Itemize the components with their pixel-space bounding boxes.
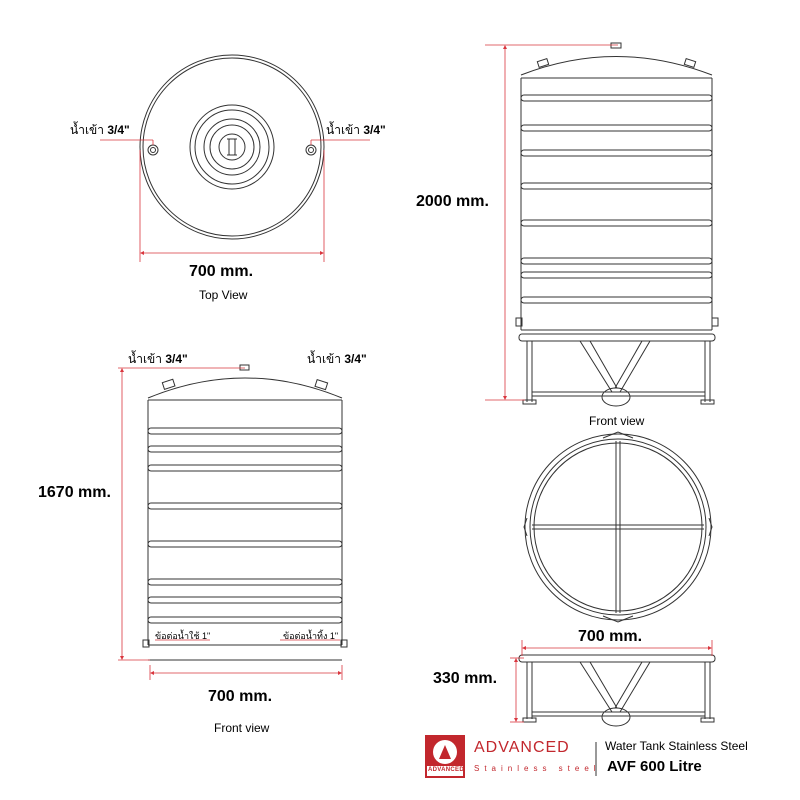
front-view-right-drawing bbox=[516, 43, 718, 406]
front-view-right-dimension-lines bbox=[485, 45, 618, 400]
stand-front-view-drawing bbox=[519, 655, 715, 726]
front-view-left-width-label: 700 mm. bbox=[208, 688, 273, 705]
stand-height-label: 330 mm. bbox=[433, 670, 498, 687]
front-view-inlet-left-label bbox=[128, 350, 188, 369]
top-view-drawing bbox=[140, 55, 324, 239]
inlet-size: 3/4" bbox=[344, 352, 367, 366]
inlet-size: 3/4" bbox=[165, 352, 188, 366]
front-view-right-height-label: 2000 mm. bbox=[416, 193, 489, 210]
top-view-width-label: 700 mm. bbox=[189, 263, 254, 280]
brand-tagline: Stainless steel bbox=[474, 764, 601, 773]
stand-width-label: 700 mm. bbox=[578, 628, 643, 645]
top-view-inlet-right-label bbox=[326, 121, 386, 140]
front-view-left-drawing bbox=[143, 365, 347, 660]
front-view-left-caption: Front view bbox=[214, 721, 270, 735]
product-model: AVF 600 Litre bbox=[607, 758, 702, 775]
outlet-drain-label: ข้อต่อน้ำทิ้ง 1" bbox=[283, 631, 339, 641]
stand-top-view-drawing bbox=[524, 432, 712, 622]
inlet-size: 3/4" bbox=[107, 123, 130, 137]
top-view-caption: Top View bbox=[199, 288, 248, 302]
product-line: Water Tank Stainless Steel bbox=[605, 739, 748, 753]
inlet-text: น้ำเข้า bbox=[128, 352, 162, 366]
front-view-right-caption: Front view bbox=[589, 414, 645, 428]
front-view-inlet-right-label bbox=[307, 350, 367, 369]
inlet-size: 3/4" bbox=[363, 123, 386, 137]
outlet-use-label: ข้อต่อน้ำใช้ 1" bbox=[155, 631, 211, 641]
inlet-text: น้ำเข้า bbox=[307, 352, 341, 366]
brand-name: ADVANCED bbox=[474, 739, 570, 756]
inlet-text: น้ำเข้า bbox=[326, 123, 360, 137]
inlet-text: น้ำเข้า bbox=[70, 123, 104, 137]
front-view-left-height-label: 1670 mm. bbox=[38, 484, 111, 501]
logo-text: ADVANCED bbox=[428, 767, 464, 773]
top-view-inlet-left-label bbox=[70, 121, 130, 140]
